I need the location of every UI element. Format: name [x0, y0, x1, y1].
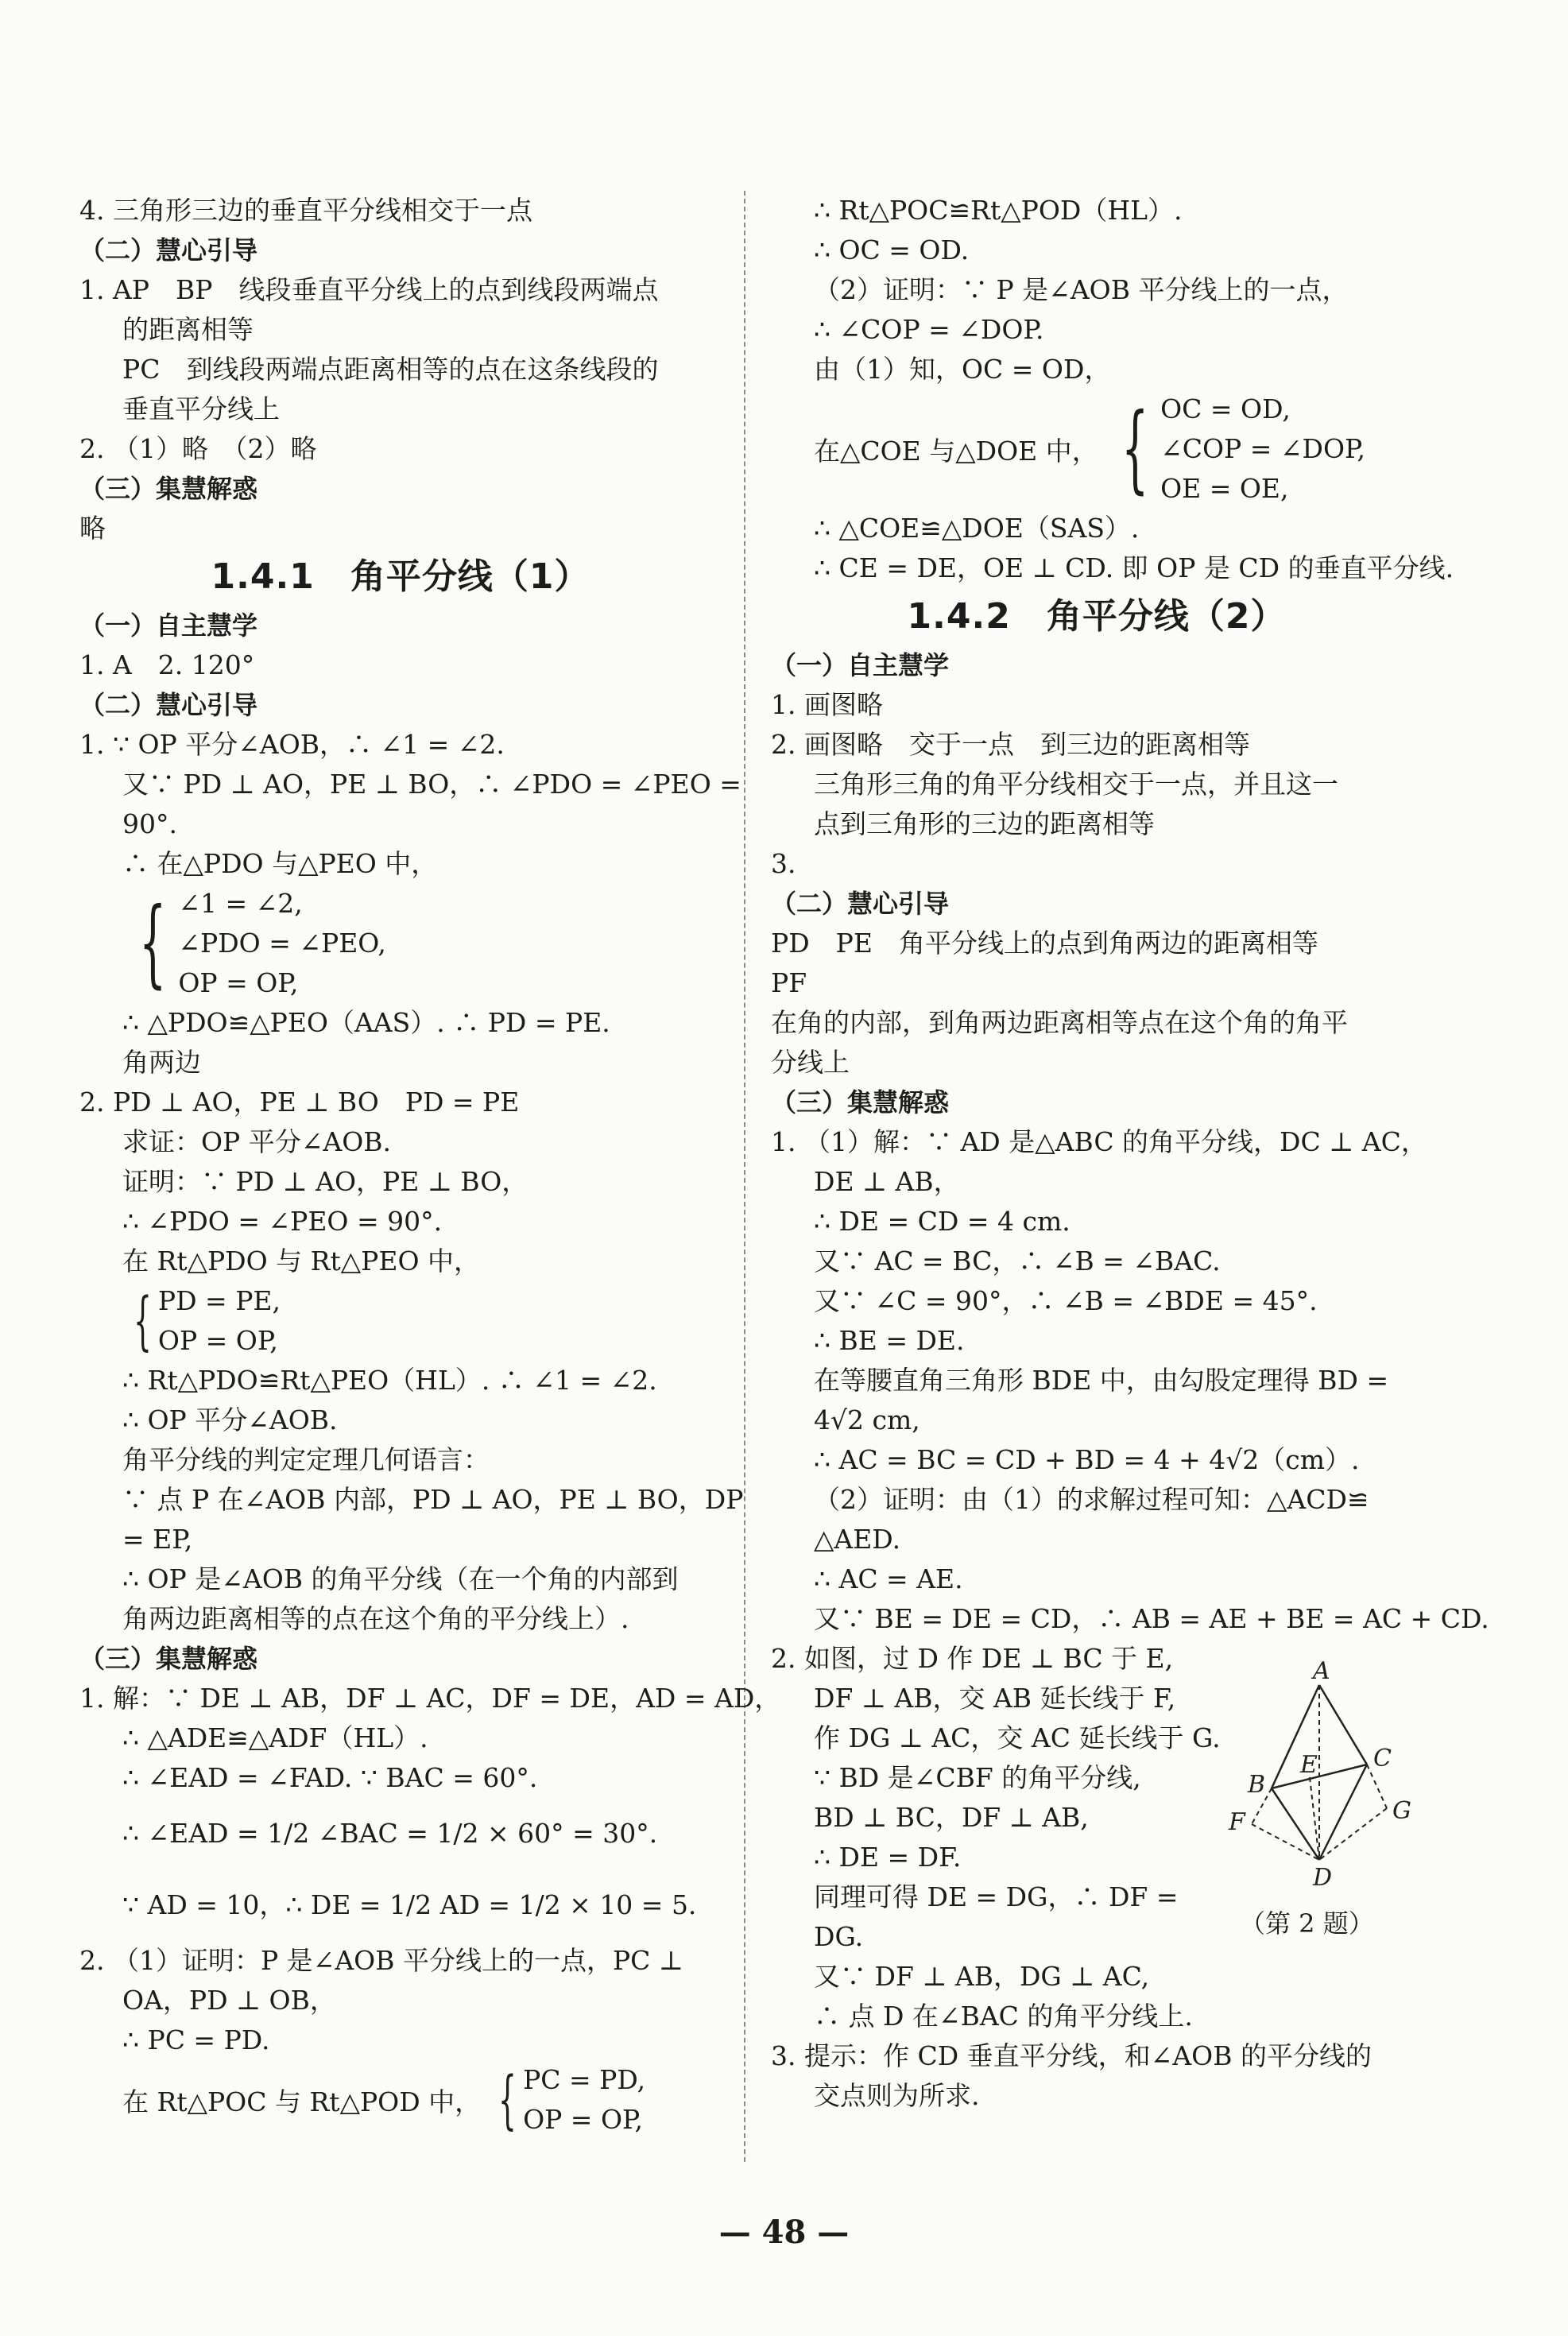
text-line: 证明：∵ PD ⊥ AO，PE ⊥ BO， — [122, 1166, 528, 1197]
text-line: BD ⊥ BC，DF ⊥ AB, — [814, 1802, 1089, 1833]
text-line: 在等腰直角三角形 BDE 中，由勾股定理得 BD = — [814, 1365, 1389, 1396]
segment-cd — [1319, 1765, 1367, 1860]
text-line: 4. 三角形三边的垂直平分线相交于一点 — [79, 195, 532, 226]
text-line: 略 — [79, 513, 106, 544]
text-line: 又∵ BE = DE = CD，∴ AB = AE + BE = AC + CD. — [814, 1603, 1489, 1634]
section-heading: （二）慧心引导 — [771, 889, 950, 919]
text-line: 1. A 2. 120° — [79, 649, 255, 680]
text-line: DF ⊥ AB，交 AB 延长线于 F, — [814, 1683, 1176, 1714]
text-line: ∵ BD 是∠CBF 的角平分线, — [814, 1762, 1141, 1793]
text-line: ∴ ∠PDO = ∠PEO = 90°. — [122, 1206, 443, 1237]
equation-row: ∠COP = ∠DOP, — [1160, 433, 1366, 464]
equation-row: OC = OD, — [1160, 393, 1291, 424]
text-line: 又∵ AC = BC，∴ ∠B = ∠BAC. — [814, 1245, 1221, 1276]
equation-system — [79, 1281, 722, 1361]
section-heading: （三）集慧解惑 — [79, 474, 258, 504]
text-line: 的距离相等 — [122, 314, 254, 345]
point-label-g: G — [1392, 1797, 1411, 1825]
brace-icon: { — [133, 1284, 152, 1358]
text-line: 1. 画图略 — [771, 689, 883, 720]
text-line: OA，PD ⊥ OB， — [122, 1985, 336, 2016]
point-label-d: D — [1313, 1864, 1333, 1892]
text-line: = EP, — [122, 1524, 193, 1555]
text-line: 90°. — [122, 808, 177, 839]
text-line: 作 DG ⊥ AC，交 AC 延长线于 G. — [814, 1722, 1221, 1753]
section-heading: （一）自主慧学 — [79, 610, 258, 641]
text-line: ∴ DE = CD = 4 cm. — [814, 1206, 1070, 1237]
section-heading: （三）集慧解惑 — [771, 1087, 950, 1118]
text-line: 垂直平分线上 — [122, 393, 280, 424]
text-line: 求证：OP 平分∠AOB. — [122, 1126, 392, 1157]
text-line: 又∵ PD ⊥ AO，PE ⊥ BO，∴ ∠PDO = ∠PEO = — [122, 769, 741, 800]
text-line: ∴ CE = DE，OE ⊥ CD. 即 OP 是 CD 的垂直平分线. — [814, 552, 1454, 583]
text-line: 角两边 — [122, 1047, 201, 1078]
text-line: （2）证明：由（1）的求解过程可知：△ACD≌ — [814, 1484, 1369, 1515]
text-line: PC 到线段两端点距离相等的点在这条线段的 — [122, 354, 659, 385]
text-line: 分线上 — [771, 1047, 850, 1078]
section-heading: （三）集慧解惑 — [79, 1644, 258, 1674]
text-line: ∴ OP 平分∠AOB. — [122, 1404, 338, 1435]
equation-row: OP = OP, — [157, 1325, 278, 1356]
column-divider — [744, 191, 745, 2162]
segment-ac — [1319, 1685, 1367, 1765]
text-line: 交点则为所求. — [814, 2080, 980, 2111]
text-line: ∵ 点 P 在∠AOB 内部，PD ⊥ AO，PE ⊥ BO，DP — [122, 1484, 744, 1515]
geometry-figure — [1224, 1661, 1431, 1916]
figure-caption: （第 2 题） — [1240, 1908, 1374, 1939]
section-heading: （一）自主慧学 — [771, 650, 950, 680]
point-label-e: E — [1300, 1751, 1318, 1779]
text-line: △AED. — [814, 1524, 901, 1555]
text-line: 又∵ ∠C = 90°，∴ ∠B = ∠BDE = 45°. — [814, 1285, 1318, 1316]
text-line: 同理可得 DE = DG，∴ DF = — [814, 1881, 1179, 1912]
text-line: DE ⊥ AB， — [814, 1166, 960, 1197]
text-line: ∴ OC = OD. — [814, 234, 970, 265]
text-line: PD PE 角平分线上的点到角两边的距离相等 — [771, 928, 1318, 959]
section-heading: （二）慧心引导 — [79, 690, 258, 720]
text-line: 角平分线的判定定理几何语言： — [122, 1444, 490, 1475]
text-line: 在△COE 与△DOE 中， — [814, 435, 1098, 467]
text-line: 2. 如图，过 D 作 DE ⊥ BC 于 E, — [771, 1643, 1174, 1674]
text-line: ∴ △ADE≌△ADF（HL）. — [122, 1722, 428, 1753]
segment-fd — [1252, 1824, 1319, 1860]
text-line: ∴ ∠EAD = 1/2 ∠BAC = 1/2 × 60° = 30°. — [122, 1818, 658, 1849]
text-line: ∴ ∠COP = ∠DOP. — [814, 314, 1044, 345]
text-line: ∴ PC = PD. — [122, 2024, 270, 2055]
text-line: 2. PD ⊥ AO，PE ⊥ BO PD = PE — [79, 1087, 520, 1118]
text-line: PF — [771, 967, 807, 998]
text-line: ∴ AC = AE. — [814, 1563, 963, 1594]
text-line: 2. 画图略 交于一点 到三边的距离相等 — [771, 729, 1250, 760]
chapter-title: 1.4.1 角平分线（1） — [211, 556, 590, 597]
text-line: ∴ DE = DF. — [814, 1842, 962, 1873]
equation-row: PC = PD, — [523, 2064, 646, 2095]
brace-icon: { — [138, 888, 167, 998]
equation-system — [771, 389, 1423, 509]
text-line: ∴ 在△PDO 与△PEO 中， — [122, 848, 438, 879]
equation-system — [79, 2060, 722, 2140]
chapter-title: 1.4.2 角平分线（2） — [907, 596, 1287, 637]
text-line: ∴ △COE≌△DOE（SAS）. — [814, 513, 1140, 544]
brace-icon: { — [1121, 393, 1149, 504]
point-label-b: B — [1248, 1771, 1266, 1799]
text-line: 由（1）知，OC = OD， — [814, 354, 1111, 385]
text-line: 1. 解：∵ DE ⊥ AB，DF ⊥ AC，DF = DE，AD = AD， — [79, 1683, 781, 1714]
text-line: ∴ Rt△POC≌Rt△POD（HL）. — [814, 195, 1183, 226]
text-line: 在 Rt△POC 与 Rt△POD 中， — [122, 2086, 482, 2117]
text-line: 4√2 cm, — [814, 1404, 920, 1435]
text-line: 在角的内部，到角两边距离相等点在这个角的角平 — [771, 1007, 1348, 1038]
section-heading: （二）慧心引导 — [79, 235, 258, 265]
text-line: ∴ OP 是∠AOB 的角平分线（在一个角的内部到 — [122, 1563, 679, 1594]
text-line: ∴ △PDO≌△PEO（AAS）. ∴ PD = PE. — [122, 1007, 610, 1038]
text-line: 2. （1）略 （2）略 — [79, 433, 317, 464]
text-line: 1. （1）解：∵ AD 是△ABC 的角平分线，DC ⊥ AC， — [771, 1126, 1427, 1157]
text-line: ∴ BE = DE. — [814, 1325, 965, 1356]
text-line: ∴ Rt△PDO≌Rt△PEO（HL）. ∴ ∠1 = ∠2. — [122, 1365, 657, 1396]
text-line: 1. ∵ OP 平分∠AOB，∴ ∠1 = ∠2. — [79, 729, 505, 760]
left-column — [79, 191, 781, 2140]
equation-row: ∠PDO = ∠PEO, — [178, 928, 386, 959]
text-line: 3. — [771, 848, 796, 879]
text-line: 在 Rt△PDO 与 Rt△PEO 中， — [122, 1245, 480, 1276]
segment-gd — [1319, 1808, 1387, 1860]
text-line: ∵ AD = 10，∴ DE = 1/2 AD = 1/2 × 10 = 5. — [122, 1889, 697, 1920]
text-line: （2）证明：∵ P 是∠AOB 平分线上的一点， — [814, 274, 1349, 305]
brace-icon: { — [498, 2063, 517, 2136]
equation-system — [79, 884, 722, 1003]
point-label-f: F — [1229, 1808, 1245, 1836]
text-line: 三角形三角的角平分线相交于一点，并且这一 — [814, 769, 1338, 800]
text-line: 点到三角形的三边的距离相等 — [814, 808, 1155, 839]
page-number: — 48 — — [718, 2214, 850, 2251]
equation-row: PD = PE, — [157, 1285, 281, 1316]
text-line: DG. — [814, 1921, 864, 1952]
text-line: 又∵ DF ⊥ AB，DG ⊥ AC, — [814, 1961, 1150, 1992]
text-line: ∴ 点 D 在∠BAC 的角平分线上. — [814, 2001, 1193, 2032]
text-line: 1. AP BP 线段垂直平分线上的点到线段两端点 — [79, 274, 659, 305]
point-label-c: C — [1373, 1745, 1392, 1772]
text-line: 2. （1）证明：P 是∠AOB 平分线上的一点，PC ⊥ — [79, 1945, 683, 1976]
text-line: 3. 提示：作 CD 垂直平分线，和∠AOB 的平分线的 — [771, 2040, 1372, 2071]
equation-row: OP = OP, — [178, 967, 299, 998]
text-line: ∴ ∠EAD = ∠FAD. ∵ BAC = 60°. — [122, 1762, 538, 1793]
equation-row: ∠1 = ∠2, — [178, 888, 303, 919]
equation-row: OE = OE, — [1160, 473, 1289, 504]
text-line: 角两边距离相等的点在这个角的平分线上）. — [122, 1603, 629, 1634]
text-line: ∴ AC = BC = CD + BD = 4 + 4√2（cm）. — [814, 1444, 1360, 1475]
point-label-a: A — [1313, 1661, 1330, 1685]
equation-row: OP = OP, — [523, 2104, 644, 2135]
